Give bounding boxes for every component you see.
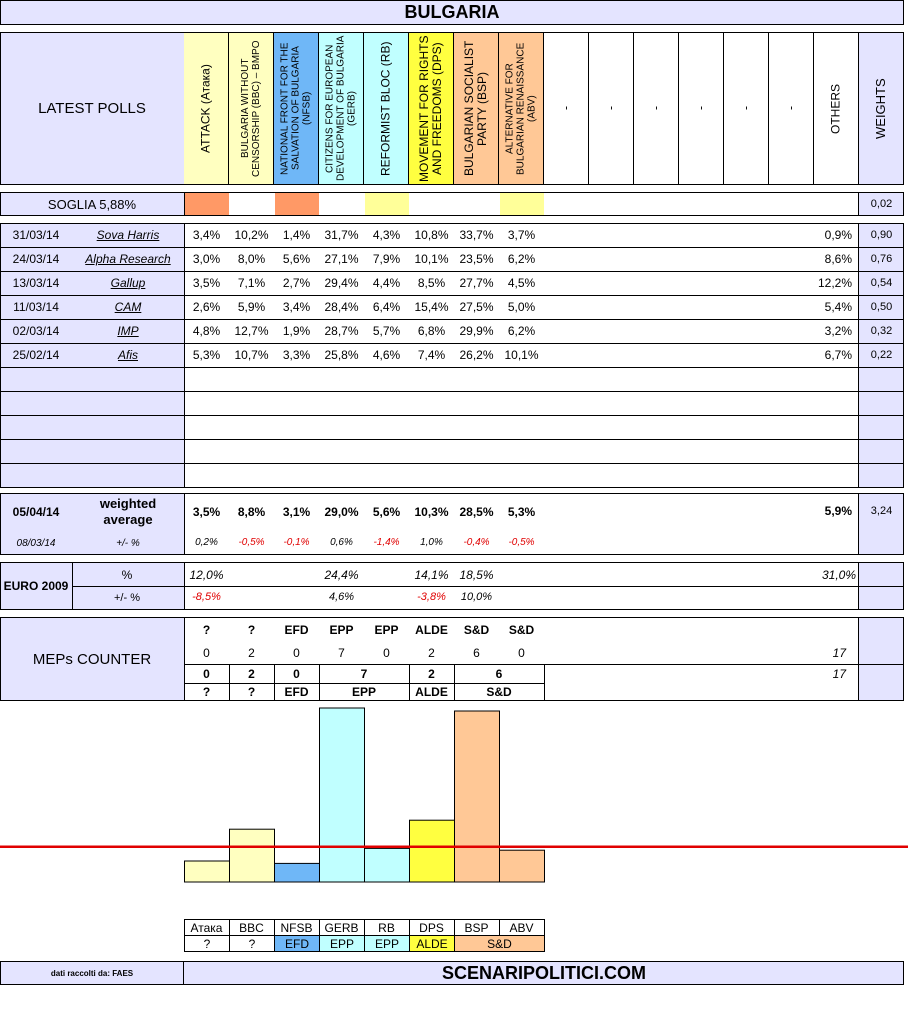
euro2009-label: EURO 2009 xyxy=(3,579,69,593)
poll-value: 26,2% xyxy=(459,348,494,362)
poll-value: 5,7% xyxy=(372,324,401,338)
category-label: DPS xyxy=(419,921,444,935)
poll-value: 5,6% xyxy=(282,252,311,266)
category-label: BSP xyxy=(464,921,489,935)
poll-value: 28,4% xyxy=(324,300,359,314)
party-header-9: - xyxy=(589,33,634,184)
average-label: weighted average xyxy=(99,496,157,527)
euro2009-delta: -3,8% xyxy=(417,591,446,603)
meps-group: EPP xyxy=(374,623,399,637)
meps-merged-seats: 7 xyxy=(360,667,368,681)
poll-value: 4,6% xyxy=(372,348,401,362)
poll-value: 4,5% xyxy=(507,276,536,290)
poll-others: 5,4% xyxy=(824,300,852,314)
bar-GERB xyxy=(320,708,365,882)
poll-others: 3,2% xyxy=(824,324,852,338)
poll-row-divider xyxy=(0,271,904,272)
meps-group: EFD xyxy=(284,623,309,637)
meps-seats: 0 xyxy=(203,646,210,660)
bar-BBC xyxy=(230,829,275,882)
meps-merged-seats: 6 xyxy=(495,667,503,681)
poll-weight: 0,76 xyxy=(870,253,893,265)
average-value: 10,3% xyxy=(414,505,449,519)
poll-value: 2,7% xyxy=(282,276,311,290)
previous-date: 08/03/14 xyxy=(16,537,56,549)
poll-value: 1,9% xyxy=(282,324,311,338)
meps-group: EPP xyxy=(329,623,354,637)
threshold-cell-7 xyxy=(500,193,544,215)
meps-merged-total: 17 xyxy=(832,667,846,681)
poll-value: 3,4% xyxy=(192,228,221,242)
euro2009-delta: 4,6% xyxy=(328,591,355,603)
meps-merged-seats: 2 xyxy=(428,667,435,681)
bar-BSP xyxy=(455,711,500,882)
average-value: 5,3% xyxy=(507,505,536,519)
meps-merged-group: EPP xyxy=(351,685,376,699)
poll-value: 28,7% xyxy=(324,324,359,338)
average-delta: 0,2% xyxy=(195,537,218,548)
bar-NFSB xyxy=(275,863,320,882)
poll-row-divider xyxy=(0,439,904,440)
poll-value: 6,4% xyxy=(372,300,401,314)
weights-header: WEIGHTS xyxy=(859,33,904,184)
poll-row-divider xyxy=(0,319,904,320)
poll-others: 8,6% xyxy=(824,252,852,266)
bar-RB xyxy=(365,848,410,882)
meps-group: S&D xyxy=(463,623,490,637)
poll-value: 10,1% xyxy=(504,348,539,362)
poll-weight: 0,90 xyxy=(870,229,893,241)
party-header-6: BULGARIAN SOCIALIST PARTY (BSP) xyxy=(454,33,499,184)
party-header-8: - xyxy=(544,33,589,184)
poll-weight: 0,54 xyxy=(870,277,893,289)
poll-value: 5,9% xyxy=(237,300,266,314)
category-label: ABV xyxy=(509,921,534,935)
meps-merged-group: ? xyxy=(247,685,256,699)
poll-value: 27,5% xyxy=(459,300,494,314)
category-label: GERB xyxy=(324,921,359,935)
poll-source-link[interactable]: IMP xyxy=(117,324,139,338)
poll-value: 4,3% xyxy=(372,228,401,242)
threshold-cell-4 xyxy=(365,193,409,215)
threshold-cell-3 xyxy=(320,193,364,215)
average-delta: 0,6% xyxy=(330,537,353,548)
threshold-cell-1 xyxy=(230,193,274,215)
party-header-3: CITIZENS FOR EUROPEAN DEVELOPMENT OF BULGARIA (GERB) xyxy=(319,33,364,184)
poll-value: 10,8% xyxy=(414,228,449,242)
category-label: RB xyxy=(378,921,395,935)
average-others: 5,9% xyxy=(824,504,852,518)
poll-date: 02/03/14 xyxy=(12,324,60,338)
poll-value: 25,8% xyxy=(324,348,359,362)
euro2009-others: 31,0% xyxy=(821,568,856,582)
poll-value: 7,4% xyxy=(417,348,446,362)
poll-row-divider xyxy=(0,295,904,296)
bar-DPS xyxy=(410,820,455,882)
threshold-cell-5 xyxy=(410,193,454,215)
poll-value: 10,7% xyxy=(234,348,269,362)
threshold-cell-2 xyxy=(275,193,319,215)
poll-source-link[interactable]: Alpha Research xyxy=(85,252,171,266)
meps-group: S&D xyxy=(508,623,535,637)
threshold-weight: 0,02 xyxy=(870,198,893,210)
category-label: Атака xyxy=(190,921,223,935)
party-header-13: - xyxy=(769,33,814,184)
meps-merged-seats: 0 xyxy=(293,667,300,681)
euro2009-delta: 10,0% xyxy=(460,591,493,603)
euro2009-pct: 18,5% xyxy=(459,568,494,582)
poll-row-divider xyxy=(0,391,904,392)
meps-group: ? xyxy=(202,623,211,637)
average-value: 8,8% xyxy=(237,505,266,519)
euro2009-pct: 14,1% xyxy=(414,568,449,582)
meps-merged-group: EFD xyxy=(284,685,309,699)
average-delta: 1,0% xyxy=(420,537,443,548)
poll-value: 29,4% xyxy=(324,276,359,290)
poll-value: 8,5% xyxy=(417,276,446,290)
threshold-cell-6 xyxy=(455,193,499,215)
category-label: BBC xyxy=(239,921,264,935)
poll-value: 4,8% xyxy=(192,324,221,338)
average-delta-label: +/- % xyxy=(116,537,140,549)
average-delta: -0,1% xyxy=(283,537,310,548)
party-header-12: - xyxy=(724,33,769,184)
meps-seats: 2 xyxy=(248,646,255,660)
poll-row-divider xyxy=(0,343,904,344)
party-header-10: - xyxy=(634,33,679,184)
group-label: ? xyxy=(248,937,256,951)
party-header-4: REFORMIST BLOC (RB) xyxy=(364,33,409,184)
group-label: S&D xyxy=(487,937,512,951)
party-header-5: MOVEMENT FOR RIGHTS AND FREEDOMS (DPS) xyxy=(409,33,454,184)
meps-seats: 2 xyxy=(428,646,435,660)
meps-merged-seats: 2 xyxy=(248,667,255,681)
euro2009-delta: -8,5% xyxy=(192,591,221,603)
party-header-11: - xyxy=(679,33,724,184)
meps-merged-group: ? xyxy=(202,685,211,699)
poll-value: 1,4% xyxy=(282,228,311,242)
category-label: NFSB xyxy=(280,921,313,935)
poll-value: 33,7% xyxy=(459,228,494,242)
average-delta: -0,5% xyxy=(508,537,535,548)
poll-value: 2,6% xyxy=(192,300,221,314)
party-header-1: BULGARIA WITHOUT CENSORSHIP (BBC) – BMPO xyxy=(229,33,274,184)
poll-value: 4,4% xyxy=(372,276,401,290)
meps-merged-group: ALDE xyxy=(415,685,448,699)
poll-value: 10,2% xyxy=(234,228,269,242)
euro2009-pct: 12,0% xyxy=(189,568,224,582)
meps-label: MEPs COUNTER xyxy=(32,650,152,668)
average-value: 5,6% xyxy=(372,505,401,519)
average-weight: 3,24 xyxy=(870,505,893,517)
party-header-2: NATIONAL FRONT FOR THE SALVATION OF BULGARIA (NFSB) xyxy=(274,33,319,184)
bar-chart xyxy=(0,700,908,960)
average-value: 29,0% xyxy=(324,505,359,519)
average-date: 05/04/14 xyxy=(12,505,60,519)
group-label: EPP xyxy=(329,937,355,951)
party-header-7: ALTERNATIVE FOR BULGARIAN RENAISSANCE (ABV) xyxy=(499,33,544,184)
site-name: SCENARIPOLITICI.COM xyxy=(441,962,646,983)
euro2009-pct: 24,4% xyxy=(324,568,359,582)
poll-date: 11/03/14 xyxy=(13,300,59,314)
poll-value: 31,7% xyxy=(324,228,359,242)
meps-merged-group: S&D xyxy=(486,685,512,699)
poll-value: 6,8% xyxy=(417,324,446,338)
poll-value: 5,3% xyxy=(192,348,221,362)
latest-polls-label: LATEST POLLS xyxy=(38,100,146,117)
poll-value: 29,9% xyxy=(459,324,494,338)
average-value: 3,5% xyxy=(192,505,221,519)
poll-others: 6,7% xyxy=(824,348,852,362)
meps-seats: 0 xyxy=(518,646,525,660)
poll-value: 3,7% xyxy=(507,228,536,242)
group-label: EPP xyxy=(374,937,400,951)
poll-date: 25/02/14 xyxy=(12,348,60,362)
meps-seats: 0 xyxy=(383,646,390,660)
poll-value: 5,0% xyxy=(507,300,536,314)
meps-seats: 7 xyxy=(338,646,345,660)
poll-others: 0,9% xyxy=(824,228,852,242)
poll-row-divider xyxy=(0,367,904,368)
poll-value: 3,5% xyxy=(192,276,221,290)
meps-group: ALDE xyxy=(415,623,448,637)
bar-ABV xyxy=(500,850,545,882)
poll-value: 12,7% xyxy=(234,324,269,338)
group-label: ? xyxy=(203,937,211,951)
threshold-label: SOGLIA 5,88% xyxy=(47,196,137,212)
meps-divider-2 xyxy=(184,683,544,684)
poll-value: 3,0% xyxy=(192,252,221,266)
poll-value: 23,5% xyxy=(459,252,494,266)
meps-merged-divider xyxy=(544,665,545,700)
poll-value: 27,7% xyxy=(459,276,494,290)
poll-value: 6,2% xyxy=(507,324,536,338)
poll-weight: 0,32 xyxy=(870,325,893,337)
poll-weight: 0,22 xyxy=(870,349,893,361)
euro2009-divider xyxy=(72,586,904,587)
meps-group: ? xyxy=(247,623,256,637)
poll-value: 6,2% xyxy=(507,252,536,266)
average-delta: -0,4% xyxy=(463,537,490,548)
average-value: 3,1% xyxy=(282,505,311,519)
poll-value: 27,1% xyxy=(324,252,359,266)
poll-value: 3,4% xyxy=(282,300,311,314)
meps-merged-seats: 0 xyxy=(203,667,210,681)
poll-value: 10,1% xyxy=(414,252,449,266)
poll-source-link[interactable]: CAM xyxy=(114,300,142,314)
poll-value: 15,4% xyxy=(414,300,449,314)
poll-value: 8,0% xyxy=(237,252,266,266)
poll-row-divider xyxy=(0,247,904,248)
group-label: EFD xyxy=(285,937,309,951)
euro2009-pct-label: % xyxy=(121,568,133,582)
poll-value: 3,3% xyxy=(282,348,311,362)
poll-date: 24/03/14 xyxy=(12,252,60,266)
poll-value: 7,9% xyxy=(372,252,401,266)
poll-date: 31/03/14 xyxy=(12,228,60,242)
poll-weight: 0,50 xyxy=(870,301,893,313)
euro2009-delta-label: +/- % xyxy=(114,592,140,604)
page-title: BULGARIA xyxy=(0,0,904,25)
meps-total: 17 xyxy=(832,646,846,660)
poll-source-link[interactable]: Afis xyxy=(117,348,138,362)
poll-value: 7,1% xyxy=(237,276,266,290)
poll-row-divider xyxy=(0,463,904,464)
poll-date: 13/03/14 xyxy=(12,276,60,290)
average-value: 28,5% xyxy=(459,505,494,519)
credit-text: dati raccolti da: FAES xyxy=(50,968,134,978)
average-delta: -1,4% xyxy=(373,537,400,548)
poll-others: 12,2% xyxy=(817,276,852,290)
meps-seats: 0 xyxy=(293,646,300,660)
party-header-0: ATTACK (Атака) xyxy=(184,33,229,184)
party-header-14: OTHERS xyxy=(814,33,859,184)
group-label: ALDE xyxy=(416,937,448,951)
poll-row-divider xyxy=(0,415,904,416)
poll-source-link[interactable]: Sova Harris xyxy=(96,228,160,242)
meps-seats: 6 xyxy=(473,646,480,660)
poll-source-link[interactable]: Gallup xyxy=(110,276,146,290)
average-delta: -0,5% xyxy=(238,537,265,548)
bar-Атака xyxy=(185,861,230,882)
threshold-cell-0 xyxy=(185,193,229,215)
